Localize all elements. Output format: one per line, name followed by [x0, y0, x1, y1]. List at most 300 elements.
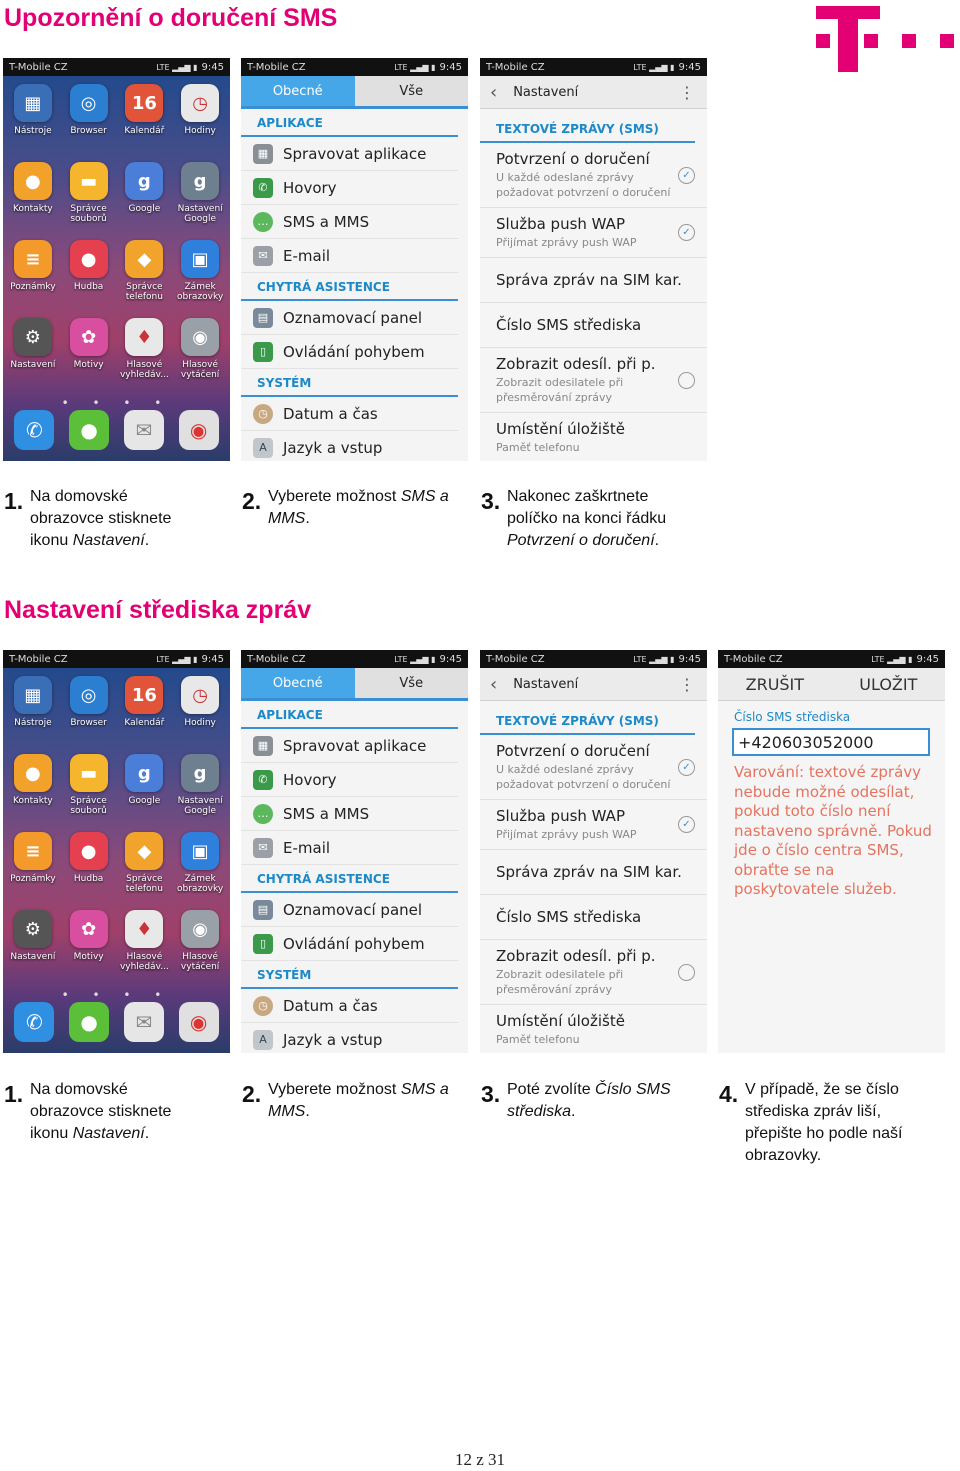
step-text [507, 486, 695, 552]
step-emphasis: SMS a MMS [268, 1081, 449, 1120]
app-label: Kalendář [124, 126, 165, 136]
app-label: Nástroje [14, 126, 52, 136]
phone-icon[interactable]: ✆ [14, 1002, 54, 1042]
app-icon-7[interactable] [172, 162, 228, 240]
app-label: Motivy [73, 952, 104, 962]
setting-subtitle: Zobrazit odesilatele při přesměrování zprávy [496, 968, 624, 996]
settings-item-sms-mms[interactable] [241, 205, 458, 239]
show-sender-checkbox[interactable] [678, 372, 695, 389]
settings-item-date-time[interactable] [241, 397, 458, 431]
screenshot-sms-settings-2 [480, 650, 707, 1053]
step-text-part: . [305, 1103, 310, 1120]
settings-item-label: Datum a čas [283, 996, 378, 1015]
step-text-part: Vyberete možnost [268, 488, 401, 505]
app-glyph-icon: ● [70, 240, 108, 278]
screen-title: Nastavení [513, 676, 579, 692]
settings-item-date-time[interactable] [241, 989, 458, 1023]
app-label: Browser [70, 126, 107, 136]
status-bar [3, 650, 230, 668]
carrier-label: T-Mobile CZ [724, 653, 783, 665]
setting-subtitle: Paměť telefonu [496, 1033, 580, 1046]
app-label: Nastavení Google [177, 204, 223, 224]
settings-item-email[interactable] [241, 831, 458, 865]
app-icon-8[interactable] [5, 240, 61, 318]
step-emphasis: Nastavení [72, 1125, 145, 1142]
app-icon-12[interactable] [5, 318, 61, 396]
setting-subtitle: U každé odeslané zprávy požadovat potvrzení o doručení [496, 763, 671, 791]
app-label: Hudba [73, 874, 104, 884]
settings-item-label: Oznamovací panel [283, 308, 423, 327]
step-2-bottom [242, 1079, 458, 1123]
step-text-part: Vyberete možnost [268, 1081, 401, 1098]
clock: 9:45 [916, 653, 939, 665]
setting-title: Zobrazit odesíl. při p. [496, 355, 656, 373]
mail-icon: ✉ [253, 838, 273, 858]
tab-all[interactable]: Vše [399, 83, 424, 99]
setting-subtitle: Paměť telefonu [496, 441, 580, 454]
app-icon-3[interactable] [172, 676, 228, 754]
screenshot-sms-settings-1 [480, 58, 707, 461]
app-glyph-icon: ● [70, 832, 108, 870]
app-glyph-icon: g [125, 754, 163, 792]
app-glyph-icon: 16 [125, 676, 163, 714]
app-glyph-icon: ▦ [14, 84, 52, 122]
dock [3, 410, 230, 450]
settings-item-calls[interactable] [241, 171, 458, 205]
app-icon-7[interactable] [172, 754, 228, 832]
step-3-top [481, 486, 695, 552]
save-button[interactable]: ULOŽIT [859, 674, 918, 694]
settings-tabs [241, 668, 468, 701]
status-bar [718, 650, 945, 668]
settings-item-language[interactable] [241, 1023, 458, 1053]
app-glyph-icon: g [181, 162, 219, 200]
app-icon-1[interactable] [61, 676, 117, 754]
signal-icon: LTE ▂▄▆ ▮ [633, 654, 675, 664]
sms-center-input[interactable] [732, 728, 930, 756]
clock: 9:45 [678, 61, 701, 73]
signal-icon: LTE ▂▄▆ ▮ [156, 62, 198, 72]
language-icon: A [253, 438, 273, 458]
settings-item-notification-panel[interactable] [241, 301, 458, 335]
clock: 9:45 [201, 653, 224, 665]
group-apps: APLIKACE [241, 109, 458, 137]
setting-subtitle: Zobrazit odesilatele při přesměrování zprávy [496, 376, 624, 404]
settings-item-label: E-mail [283, 246, 331, 265]
action-bar [480, 668, 707, 701]
app-label: Nástroje [14, 718, 52, 728]
app-icon-3[interactable] [172, 84, 228, 162]
edit-action-bar [718, 668, 945, 701]
tab-all[interactable]: Vše [399, 675, 424, 691]
setting-subtitle: U každé odeslané zprávy požadovat potvrzení o doručení [496, 171, 671, 199]
setting-delivery-report[interactable] [480, 143, 707, 208]
settings-item-label: Oznamovací panel [283, 900, 423, 919]
app-label: Hlasové vyhledáv... [119, 360, 169, 380]
app-icon-10[interactable] [117, 240, 173, 318]
back-arrow-icon[interactable]: ‹ [490, 81, 498, 103]
app-label: Hlasové vytáčení [180, 360, 220, 380]
step-text-part: . [654, 532, 660, 549]
group-apps: APLIKACE [241, 701, 458, 729]
signal-icon: LTE ▂▄▆ ▮ [633, 62, 675, 72]
settings-item-label: Spravovat aplikace [283, 736, 427, 755]
app-icon-4[interactable] [5, 162, 61, 240]
app-icon-9[interactable] [61, 832, 117, 910]
app-label: Hodiny [184, 126, 216, 136]
settings-item-label: Jazyk a vstup [283, 438, 383, 457]
app-icon-15[interactable] [172, 318, 228, 396]
back-arrow-icon[interactable]: ‹ [490, 673, 498, 695]
app-label: Google [128, 796, 161, 806]
clock: 9:45 [439, 61, 462, 73]
step-1-bottom [4, 1079, 206, 1145]
step-number: 3. [481, 488, 501, 514]
step-text [268, 486, 458, 530]
screenshot-settings-1 [241, 58, 468, 461]
step-text [507, 1079, 697, 1123]
app-icon-13[interactable] [61, 910, 117, 988]
setting-subtitle: Přijímat zprávy push WAP [496, 828, 637, 841]
clock-icon: ◷ [253, 404, 273, 424]
step-text: V případě, že se číslo střediska zpráv liší, přepište ho podle naší obrazovky. [745, 1081, 903, 1164]
clock: 9:45 [439, 653, 462, 665]
settings-item-notification-panel[interactable] [241, 893, 458, 927]
step-number: 1. [4, 1081, 24, 1107]
delivery-report-checkbox[interactable]: ✓ [678, 759, 695, 776]
tab-general[interactable]: Obecné [241, 668, 355, 698]
group-sms: TEXTOVÉ ZPRÁVY (SMS) [480, 109, 695, 143]
app-icon-9[interactable] [61, 240, 117, 318]
step-number: 3. [481, 1081, 501, 1107]
signal-icon: LTE ▂▄▆ ▮ [871, 654, 913, 664]
step-1-top [4, 486, 206, 552]
apps-icon: ▦ [253, 144, 273, 164]
setting-title: Potvrzení o doručení [496, 150, 650, 168]
app-icon-5[interactable] [61, 754, 117, 832]
app-glyph-icon: ▬ [70, 162, 108, 200]
app-icon-0[interactable] [5, 676, 61, 754]
app-glyph-icon: ▦ [14, 676, 52, 714]
overflow-menu-icon[interactable]: ⋮ [679, 82, 695, 102]
step-emphasis: Číslo SMS střediska [507, 1081, 671, 1120]
screenshot-sms-center-edit [718, 650, 945, 1053]
app-icon-2[interactable] [117, 84, 173, 162]
setting-title: Potvrzení o doručení [496, 742, 650, 760]
app-glyph-icon: ⚙ [14, 318, 52, 356]
telekom-logo [812, 2, 960, 74]
settings-item-label: SMS a MMS [283, 212, 370, 231]
settings-item-label: Datum a čas [283, 404, 378, 423]
app-icon-4[interactable] [5, 754, 61, 832]
setting-sim-messages[interactable] [480, 258, 707, 303]
page-dots: • • • • [61, 396, 172, 410]
app-glyph-icon: ♦ [125, 910, 163, 948]
status-bar [480, 650, 707, 668]
wap-push-checkbox[interactable]: ✓ [678, 816, 695, 833]
step-text-part: . [144, 1125, 150, 1142]
messages-icon[interactable]: ● [69, 410, 109, 450]
step-number: 4. [719, 1081, 739, 1107]
signal-icon: LTE ▂▄▆ ▮ [156, 654, 198, 664]
app-label: Kontakty [12, 204, 53, 214]
email-icon[interactable]: ✉ [124, 410, 164, 450]
carrier-label: T-Mobile CZ [247, 653, 306, 665]
app-glyph-icon: ◉ [181, 910, 219, 948]
app-icon-8[interactable] [5, 832, 61, 910]
phone-icon: ✆ [253, 770, 273, 790]
app-label: Hodiny [184, 718, 216, 728]
setting-show-sender[interactable] [480, 940, 707, 1005]
wap-push-checkbox[interactable]: ✓ [678, 224, 695, 241]
step-emphasis: Potvrzení o doručení [507, 532, 655, 549]
message-icon: … [253, 804, 273, 824]
message-icon: … [253, 212, 273, 232]
app-icon-1[interactable] [61, 84, 117, 162]
app-glyph-icon: ▬ [70, 754, 108, 792]
step-number: 1. [4, 488, 24, 514]
setting-title: Služba push WAP [496, 807, 625, 825]
settings-item-label: Ovládání pohybem [283, 342, 425, 361]
app-label: Hlasové vyhledáv... [119, 952, 169, 972]
app-glyph-icon: ♦ [125, 318, 163, 356]
setting-title: Umístění úložiště [496, 420, 625, 438]
show-sender-checkbox[interactable] [678, 964, 695, 981]
settings-item-calls[interactable] [241, 763, 458, 797]
phone-icon[interactable]: ✆ [14, 410, 54, 450]
settings-item-label: Hovory [283, 178, 337, 197]
carrier-label: T-Mobile CZ [9, 653, 68, 665]
dock [3, 1002, 230, 1042]
tab-general[interactable]: Obecné [241, 76, 355, 106]
step-3-bottom [481, 1079, 697, 1123]
setting-title: Správa zpráv na SIM kar. [496, 271, 682, 289]
carrier-label: T-Mobile CZ [247, 61, 306, 73]
settings-item-motion[interactable] [241, 335, 458, 369]
settings-item-label: Hovory [283, 770, 337, 789]
cancel-button[interactable]: ZRUŠIT [745, 674, 805, 694]
app-glyph-icon: g [125, 162, 163, 200]
settings-item-manage-apps[interactable] [241, 137, 458, 171]
status-bar [241, 58, 468, 76]
settings-item-label: E-mail [283, 838, 331, 857]
settings-tabs [241, 76, 468, 109]
app-glyph-icon: ◎ [70, 676, 108, 714]
step-text-part: Na domovské obrazovce stisknete ikonu [30, 488, 172, 549]
warning-text: Varování: textové zprávy nebude možné odesílat, pokud toto číslo není nastaveno správně. Pokud jde o číslo centra SMS, obraťte se na poskytovatele služeb. [734, 763, 932, 898]
settings-item-language[interactable] [241, 431, 458, 461]
app-icon-14[interactable] [117, 910, 173, 988]
app-icon-13[interactable] [61, 318, 117, 396]
setting-storage[interactable] [480, 1005, 707, 1053]
step-emphasis: Nastavení [72, 532, 145, 549]
status-bar [241, 650, 468, 668]
page-number: 12 z 31 [454, 1450, 506, 1469]
settings-item-email[interactable] [241, 239, 458, 273]
app-glyph-icon: ◉ [181, 318, 219, 356]
step-4-bottom [719, 1079, 935, 1167]
setting-wap-push[interactable] [480, 208, 707, 258]
group-system: SYSTÉM [241, 369, 458, 397]
app-label: Kalendář [124, 718, 165, 728]
page-title: Upozornění o doručení SMS [4, 4, 338, 32]
sms-center-label: Číslo SMS střediska [734, 710, 851, 724]
email-icon[interactable]: ✉ [124, 1002, 164, 1042]
screenshot-home-1 [3, 58, 230, 461]
group-system: SYSTÉM [241, 961, 458, 989]
app-glyph-icon: ◷ [181, 84, 219, 122]
app-glyph-icon: ◆ [125, 240, 163, 278]
setting-sim-messages[interactable] [480, 850, 707, 895]
screenshot-home-2 [3, 650, 230, 1053]
page-dots: • • • • [61, 988, 172, 1002]
settings-item-label: Jazyk a vstup [283, 1030, 383, 1049]
app-icon-14[interactable] [117, 318, 173, 396]
chrome-icon[interactable]: ◉ [179, 1002, 219, 1042]
app-label: Kontakty [12, 796, 53, 806]
step-emphasis: SMS a MMS [268, 488, 449, 527]
action-bar [480, 76, 707, 109]
step-number: 2. [242, 1081, 262, 1107]
step-text [30, 1079, 206, 1145]
setting-title: Číslo SMS střediska [496, 908, 642, 926]
app-icon-15[interactable] [172, 910, 228, 988]
setting-title: Správa zpráv na SIM kar. [496, 863, 682, 881]
step-text-part: Na domovské obrazovce stisknete ikonu [30, 1081, 172, 1142]
app-glyph-icon: ✿ [70, 910, 108, 948]
app-icon-2[interactable] [117, 676, 173, 754]
step-text-part: . [305, 510, 310, 527]
screenshot-settings-2 [241, 650, 468, 1053]
setting-sms-center[interactable] [480, 303, 707, 348]
settings-item-motion[interactable] [241, 927, 458, 961]
step-number: 2. [242, 488, 262, 514]
group-smart: CHYTRÁ ASISTENCE [241, 865, 458, 893]
app-label: Nastavení Google [177, 796, 223, 816]
app-icon-12[interactable] [5, 910, 61, 988]
chrome-icon[interactable]: ◉ [179, 410, 219, 450]
app-glyph-icon: ◷ [181, 676, 219, 714]
settings-item-label: Ovládání pohybem [283, 934, 425, 953]
group-smart: CHYTRÁ ASISTENCE [241, 273, 458, 301]
app-glyph-icon: ● [14, 162, 52, 200]
setting-wap-push[interactable] [480, 800, 707, 850]
settings-item-label: SMS a MMS [283, 804, 370, 823]
step-2-top [242, 486, 458, 530]
apps-icon: ▦ [253, 736, 273, 756]
clock-icon: ◷ [253, 996, 273, 1016]
app-grid [3, 668, 230, 988]
carrier-label: T-Mobile CZ [486, 61, 545, 73]
app-icon-5[interactable] [61, 162, 117, 240]
app-glyph-icon: ● [14, 754, 52, 792]
language-icon: A [253, 1030, 273, 1050]
step-text-part: Nakonec zaškrtnete políčko na konci řádku [507, 488, 667, 527]
app-label: Nastavení [10, 952, 56, 962]
clock: 9:45 [678, 653, 701, 665]
app-label: Zámek obrazovky [177, 874, 224, 894]
status-bar [480, 58, 707, 76]
app-icon-11[interactable] [172, 240, 228, 318]
app-label: Poznámky [10, 282, 56, 292]
mail-icon: ✉ [253, 246, 273, 266]
signal-icon: LTE ▂▄▆ ▮ [394, 654, 436, 664]
settings-item-sms-mms[interactable] [241, 797, 458, 831]
delivery-report-checkbox[interactable]: ✓ [678, 167, 695, 184]
setting-subtitle: Přijímat zprávy push WAP [496, 236, 637, 249]
overflow-menu-icon[interactable]: ⋮ [679, 674, 695, 694]
setting-delivery-report[interactable] [480, 735, 707, 800]
app-icon-0[interactable] [5, 84, 61, 162]
phone-icon: ✆ [253, 178, 273, 198]
app-label: Hudba [73, 282, 104, 292]
app-icon-6[interactable] [117, 754, 173, 832]
app-label: Browser [70, 718, 107, 728]
app-label: Zámek obrazovky [177, 282, 224, 302]
app-label: Správce telefonu [125, 874, 163, 894]
settings-item-manage-apps[interactable] [241, 729, 458, 763]
app-glyph-icon: g [181, 754, 219, 792]
app-glyph-icon: ▣ [181, 832, 219, 870]
motion-icon: ▯ [253, 342, 273, 362]
setting-title: Číslo SMS střediska [496, 316, 642, 334]
carrier-label: T-Mobile CZ [9, 61, 68, 73]
app-grid [3, 76, 230, 396]
messages-icon[interactable]: ● [69, 1002, 109, 1042]
setting-title: Umístění úložiště [496, 1012, 625, 1030]
app-glyph-icon: ≡ [14, 240, 52, 278]
motion-icon: ▯ [253, 934, 273, 954]
step-text [268, 1079, 458, 1123]
setting-storage[interactable] [480, 413, 707, 461]
step-text [30, 486, 206, 552]
app-glyph-icon: ⚙ [14, 910, 52, 948]
app-glyph-icon: ▣ [181, 240, 219, 278]
app-glyph-icon: 16 [125, 84, 163, 122]
step-text-part: . [571, 1103, 576, 1120]
app-label: Poznámky [10, 874, 56, 884]
app-label: Správce souborů [70, 204, 107, 224]
section-title: Nastavení střediska zpráv [4, 596, 312, 624]
app-glyph-icon: ◎ [70, 84, 108, 122]
carrier-label: T-Mobile CZ [486, 653, 545, 665]
app-label: Motivy [73, 360, 104, 370]
settings-item-label: Spravovat aplikace [283, 144, 427, 163]
panel-icon: ▤ [253, 308, 273, 328]
setting-title: Služba push WAP [496, 215, 625, 233]
app-icon-6[interactable] [117, 162, 173, 240]
setting-title: Zobrazit odesíl. při p. [496, 947, 656, 965]
app-label: Správce souborů [70, 796, 107, 816]
setting-sms-center[interactable] [480, 895, 707, 940]
app-label: Hlasové vytáčení [180, 952, 220, 972]
panel-icon: ▤ [253, 900, 273, 920]
signal-icon: LTE ▂▄▆ ▮ [394, 62, 436, 72]
app-icon-11[interactable] [172, 832, 228, 910]
app-icon-10[interactable] [117, 832, 173, 910]
app-glyph-icon: ✿ [70, 318, 108, 356]
clock: 9:45 [201, 61, 224, 73]
app-label: Google [128, 204, 161, 214]
setting-show-sender[interactable] [480, 348, 707, 413]
status-bar [3, 58, 230, 76]
app-glyph-icon: ◆ [125, 832, 163, 870]
app-label: Nastavení [10, 360, 56, 370]
step-text-part: . [144, 532, 150, 549]
screen-title: Nastavení [513, 84, 579, 100]
app-label: Správce telefonu [125, 282, 163, 302]
app-glyph-icon: ≡ [14, 832, 52, 870]
